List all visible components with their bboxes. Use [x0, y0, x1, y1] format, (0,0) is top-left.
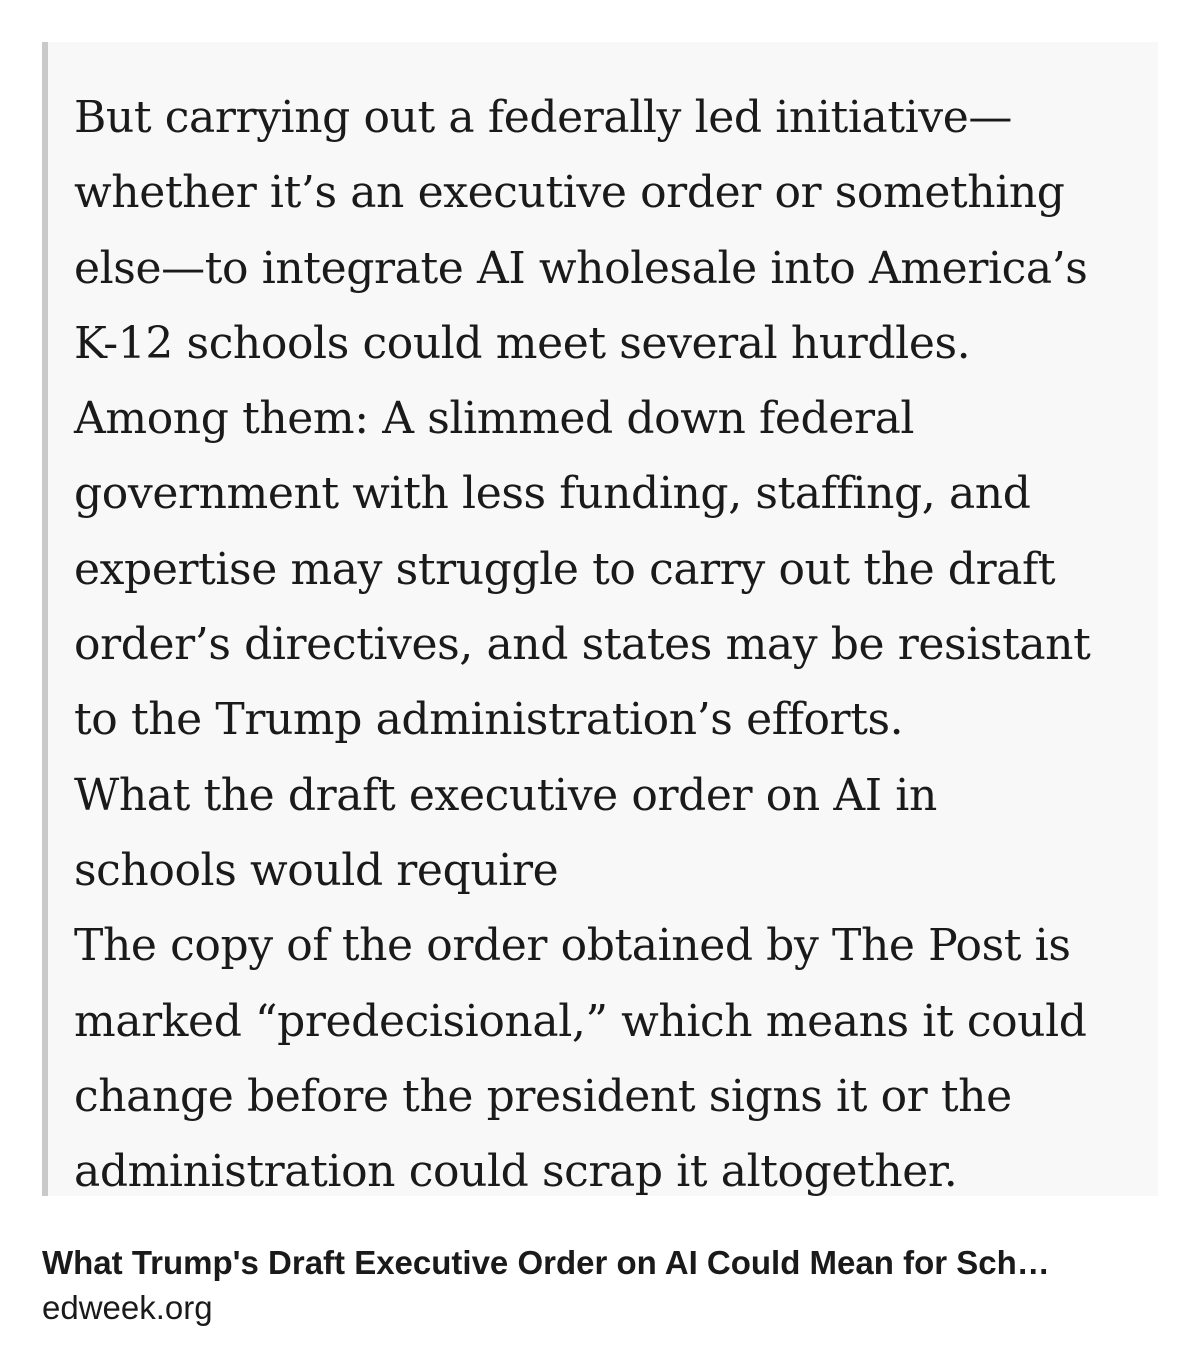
quote-line: But carrying out a federally led initiative— — [74, 92, 1012, 143]
quote-line: expertise may struggle to carry out the draft — [74, 543, 1056, 595]
link-preview-title[interactable]: What Trump's Draft Executive Order on AI Could Mean for Sch… — [42, 1244, 1050, 1281]
quote-line: government with less funding, staffing, and — [74, 468, 1031, 520]
link-preview[interactable] — [42, 1238, 1158, 1328]
quote-text — [74, 80, 1138, 1209]
link-preview-domain: edweek.org — [42, 1289, 213, 1326]
quote-block — [42, 42, 1158, 1196]
quote-line: K-12 schools could meet several hurdles. — [74, 317, 971, 369]
quote-line: administration could scrap it altogether. — [74, 1146, 958, 1198]
quote-line: whether it’s an executive order or something — [74, 167, 1065, 219]
quote-line: Among them: A slimmed down federal — [74, 393, 915, 445]
quote-line: What the draft executive order on AI in — [74, 769, 937, 821]
quote-line: to the Trump administration’s efforts. — [74, 694, 904, 746]
quote-line: marked “predecisional,” which means it could — [74, 995, 1087, 1047]
quote-line: schools would require — [74, 844, 559, 896]
quote-line: The copy of the order obtained by The Post is — [74, 920, 1071, 972]
quote-line: change before the president signs it or the — [74, 1070, 1012, 1122]
quote-line: else—to integrate AI wholesale into America’s — [74, 242, 1088, 294]
quote-line: order’s directives, and states may be resistant — [74, 619, 1091, 671]
